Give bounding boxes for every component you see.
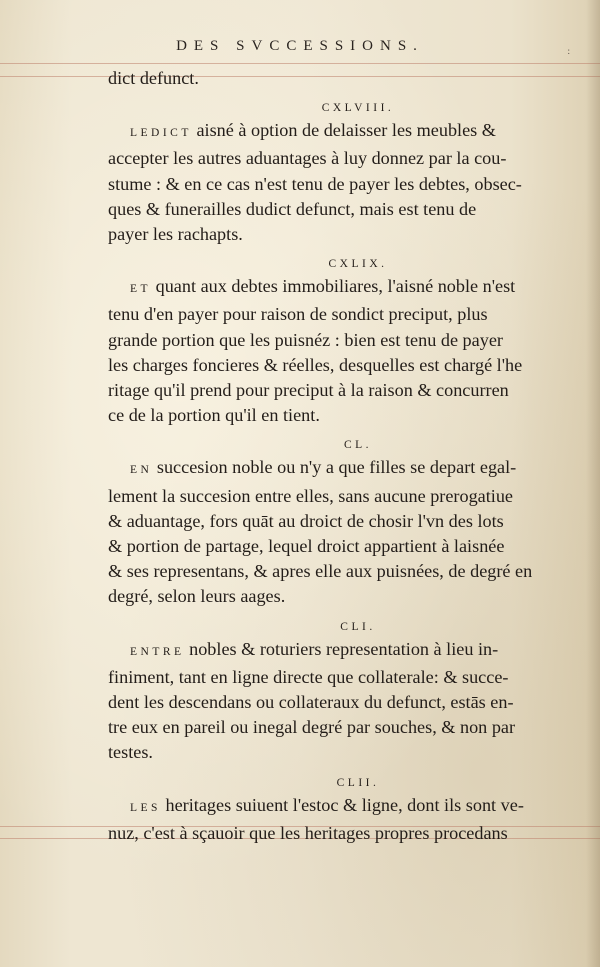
article-line: testes.: [108, 742, 153, 763]
article-line: lement la succesion entre elles, sans aucune prerogatiue: [108, 485, 514, 506]
article-initial: ET: [130, 283, 152, 296]
article-paragraph: [108, 637, 568, 766]
article-line: dent les descendans ou collateraux du defunct, estās en-: [108, 692, 514, 713]
article-initial: LES: [130, 801, 161, 814]
running-header: DES SVCCESSIONS.: [176, 38, 424, 54]
article-number: CXLIX.: [328, 258, 388, 271]
article-line: LES heritages suiuent l'estoc & ligne, dont ils sont ve-: [130, 794, 524, 815]
article-initial: LEDICT: [130, 127, 192, 140]
article-line: ce de la portion qu'il en tient.: [108, 405, 320, 426]
article-line: tenu d'en payer pour raison de sondict preciput, plus: [108, 304, 488, 325]
article-line: & portion de partage, lequel droict appartient à laisnée: [108, 536, 505, 557]
page-edge-shadow: [586, 0, 600, 967]
article-paragraph: [108, 455, 568, 609]
article-line: nuz, c'est à sçauoir que les heritages propres procedans: [108, 822, 508, 843]
article-number: CXLVIII.: [321, 102, 395, 115]
article-line: ET quant aux debtes immobiliares, l'aisné noble n'est: [130, 276, 516, 297]
body-text: [108, 66, 568, 846]
article-line: ques & funerailles dudict defunct, mais est tenu de: [108, 198, 477, 219]
article-line: & ses representans, & apres elle aux puisnées, de degré en: [108, 561, 533, 582]
article-paragraph: [108, 274, 568, 428]
article-paragraph: [108, 793, 568, 846]
article-line: EN succesion noble ou n'y a que filles se depart egal-: [130, 457, 517, 478]
article-line: payer les rachapts.: [108, 224, 243, 245]
folio-mark: :: [567, 46, 570, 56]
article-number: CL.: [343, 439, 373, 452]
article-line: ENTRE nobles & roturiers representation à lieu in-: [130, 638, 499, 659]
article-line: LEDICT aisné à option de delaisser les meubles &: [130, 120, 496, 141]
article-line: accepter les autres aduantages à luy donnez par la cou-: [108, 148, 507, 169]
article-number: CLII.: [336, 776, 380, 789]
article-line: finiment, tant en ligne directe que collaterale: & succe-: [108, 666, 509, 687]
article-line: tre eux en pareil ou inegal degré par souches, & non par: [108, 717, 516, 738]
header-rule-upper: [0, 63, 600, 64]
article-line: stume : & en ce cas n'est tenu de payer les debtes, obsec-: [108, 173, 522, 194]
article-initial: ENTRE: [130, 645, 185, 658]
opening-line: dict defunct.: [108, 68, 199, 88]
article-number: CLI.: [340, 620, 376, 633]
article-line: ritage qu'il prend pour preciput à la raison & concurren: [108, 380, 509, 401]
article-paragraph: [108, 118, 568, 247]
article-line: les charges foncieres & réelles, desquelles est chargé l'he: [108, 354, 523, 375]
article-line: grande portion que les puisnéz : bien est tenu de payer: [108, 329, 503, 350]
article-line: degré, selon leurs aages.: [108, 586, 286, 607]
article-line: & aduantage, fors quāt au droict de chosir l'vn des lots: [108, 510, 504, 531]
article-initial: EN: [130, 464, 153, 477]
